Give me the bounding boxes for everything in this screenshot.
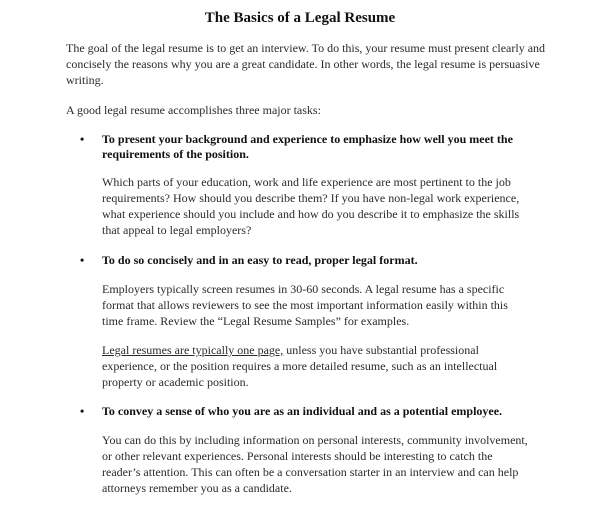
bullet-item-3 (80, 404, 530, 419)
bullet-body: Employers typically screen resumes in 30-60 seconds. A legal resume has a specific format that allows reviewers to see the most important information easily within this time frame. Review the “Legal Resume Samples” for examples. (102, 282, 508, 328)
intro-paragraph: The goal of the legal resume is to get an interview. To do this, your resume must present clearly and concisely the reasons why you are a great candidate. In other words, the legal resume is persuasive writing. (66, 41, 546, 87)
body-text: unless you have substantial professional experience, or the position requires a more detailed resume, such as an intellectual property or academic position. (102, 343, 498, 389)
bullet-body: You can do this by including information on personal interests, community involvement, or other relevant experiences. Personal interests should be interesting to catch the reader’s attention. This can often be a conversation starter in an interview and can help attorneys remember you as a candidate. (102, 433, 528, 495)
lead-paragraph: A good legal resume accomplishes three major tasks: (66, 103, 321, 117)
bullet-item-1 (80, 132, 530, 162)
bullet-icon: • (80, 132, 85, 146)
bullet-icon: • (80, 404, 85, 418)
bullet-heading: To do so concisely and in an easy to read, proper legal format. (102, 253, 418, 267)
bullet-heading: To present your background and experience to emphasize how well you meet the requirements of the position. (102, 132, 513, 161)
bullet-body: Which parts of your education, work and life experience are most pertinent to the job requirements? How should you describe them? If you have non-legal work experience, what experience should you include and how do you describe it to emphasize the skills that appeal to legal employers? (102, 175, 520, 237)
bullet-body-secondary (102, 342, 532, 390)
document-title: The Basics of a Legal Resume (204, 10, 396, 26)
underlined-text: Legal resumes are typically one page, (102, 343, 284, 357)
bullet-icon: • (80, 253, 85, 267)
bullet-heading: To convey a sense of who you are as an individual and as a potential employee. (102, 404, 503, 418)
bullet-item-2 (80, 253, 530, 268)
